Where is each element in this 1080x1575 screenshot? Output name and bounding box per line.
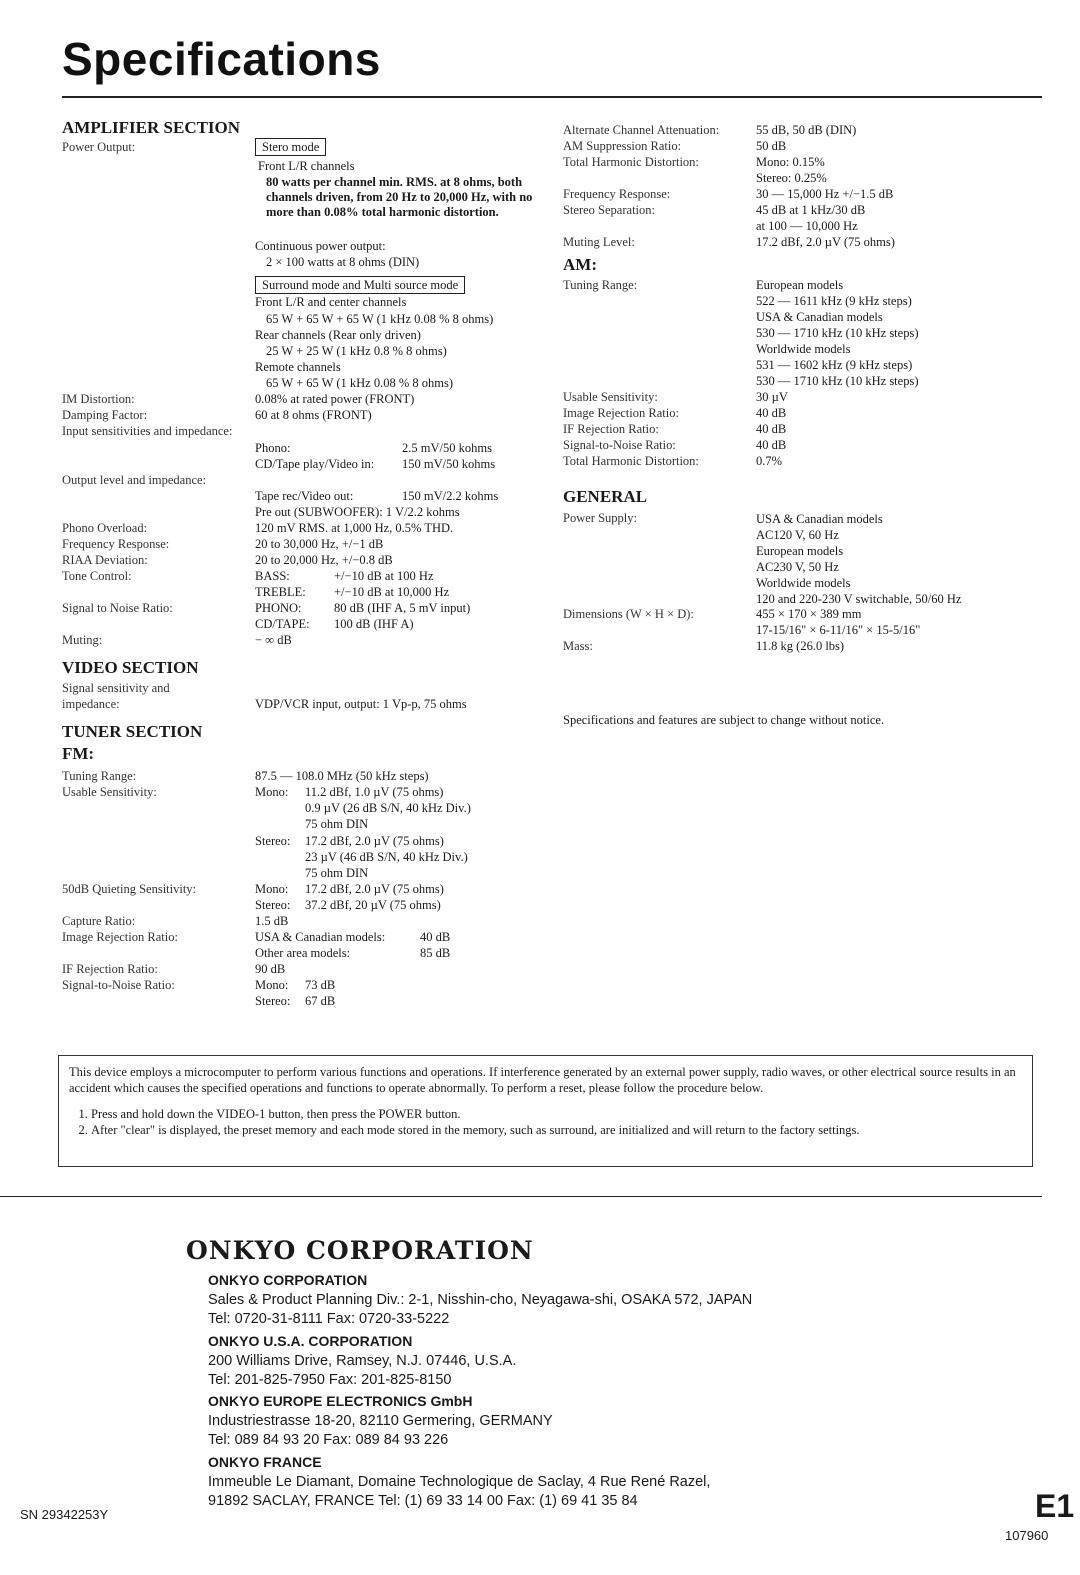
damping-factor-label: Damping Factor: <box>62 408 148 422</box>
muting-level-value: 17.2 dBf, 2.0 µV (75 ohms) <box>756 235 895 249</box>
fm-sn-stereo-value: 67 dB <box>305 994 336 1008</box>
ps-ww-value: 120 and 220-230 V switchable, 50/60 Hz <box>756 592 962 606</box>
company-3-tel: Tel: 089 84 93 20 Fax: 089 84 93 226 <box>208 1432 449 1448</box>
reset-step-2: 2. After "clear" is displayed, the preset memory and each mode stored in the memory, such as surround, are initialized and will return to the factory settings. <box>91 1122 1022 1138</box>
snr-cd-value: 100 dB (IHF A) <box>334 617 414 631</box>
company-1-tel: Tel: 0720-31-8111 Fax: 0720-33-5222 <box>208 1311 450 1327</box>
quieting-stereo-value: 37.2 dBf, 20 µV (75 ohms) <box>305 898 441 912</box>
continuous-power-label: Continuous power output: <box>255 239 386 253</box>
general-heading: GENERAL <box>563 487 648 506</box>
am-tuning-label: Tuning Range: <box>563 278 638 292</box>
fm-stereo-value-1: 17.2 dBf, 2.0 µV (75 ohms) <box>305 834 444 848</box>
reset-notice-box <box>58 1055 1033 1167</box>
serial-number: SN 29342253Y <box>20 1507 109 1522</box>
am-usa-value: 530 — 1710 kHz (10 kHz steps) <box>756 326 919 340</box>
alt-channel-value: 55 dB, 50 dB (DIN) <box>756 123 857 137</box>
company-4-name: ONKYO FRANCE <box>208 1454 322 1470</box>
power-supply-label: Power Supply: <box>563 511 637 525</box>
continuous-power-value: 2 × 100 watts at 8 ohms (DIN) <box>266 255 420 269</box>
company-4-address: Immeuble Le Diamant, Domaine Technologique de Saclay, 4 Rue René Razel, <box>208 1474 711 1490</box>
fm-tuning-label: Tuning Range: <box>62 769 137 783</box>
fm-image-other-value: 85 dB <box>420 946 451 960</box>
company-1-name: ONKYO CORPORATION <box>208 1272 368 1288</box>
pre-out-value: Pre out (SUBWOOFER): 1 V/2.2 kohms <box>255 505 460 519</box>
fm-thd-stereo: Stereo: 0.25% <box>756 171 827 185</box>
fm-stereo-value-3: 75 ohm DIN <box>305 866 369 880</box>
company-1-address: Sales & Product Planning Div.: 2-1, Nisshin-cho, Neyagawa-shi, OSAKA 572, JAPAN <box>208 1292 753 1308</box>
amp-snr-label: Signal to Noise Ratio: <box>62 601 173 615</box>
ps-usa-label: USA & Canadian models <box>756 512 883 526</box>
am-suppression-value: 50 dB <box>756 139 787 153</box>
capture-ratio-value: 1.5 dB <box>255 914 289 928</box>
am-sn-value: 40 dB <box>756 438 787 452</box>
phono-overload-value: 120 mV RMS. at 1,000 Hz, 0.5% THD. <box>255 521 454 535</box>
treble-value: +/−10 dB at 10,000 Hz <box>334 585 450 599</box>
rear-channels-label: Rear channels (Rear only driven) <box>255 328 421 342</box>
bass-label: BASS: <box>255 569 290 583</box>
fm-thd-mono: Mono: 0.15% <box>756 155 825 169</box>
alt-channel-label: Alternate Channel Attenuation: <box>563 123 720 137</box>
quieting-label: 50dB Quieting Sensitivity: <box>62 882 197 896</box>
ps-usa-value: AC120 V, 60 Hz <box>756 528 839 542</box>
title-rule <box>62 96 1042 98</box>
stereo-separation-label: Stereo Separation: <box>563 203 655 217</box>
fm-freq-value: 30 — 15,000 Hz +/−1.5 dB <box>756 187 894 201</box>
damping-factor-value: 60 at 8 ohms (FRONT) <box>255 408 372 422</box>
cd-input-value: 150 mV/50 kohms <box>402 457 496 471</box>
phono-input-label: Phono: <box>255 441 291 455</box>
tone-control-label: Tone Control: <box>62 569 132 583</box>
company-3-address: Industriestrasse 18-20, 82110 Germering, GERMANY <box>208 1413 553 1429</box>
im-distortion-value: 0.08% at rated power (FRONT) <box>255 392 415 406</box>
tape-rec-value: 150 mV/2.2 kohms <box>402 489 499 503</box>
company-2-tel: Tel: 201-825-7950 Fax: 201-825-8150 <box>208 1372 452 1388</box>
im-distortion-label: IM Distortion: <box>62 392 135 406</box>
tuner-heading: TUNER SECTION <box>62 722 203 741</box>
amp-frequency-response-label: Frequency Response: <box>62 537 170 551</box>
output-level-label: Output level and impedance: <box>62 473 207 487</box>
am-ww-label: Worldwide models <box>756 342 851 356</box>
quieting-stereo-label: Stereo: <box>255 898 291 912</box>
stereo-mode-box <box>255 138 326 156</box>
am-if-label: IF Rejection Ratio: <box>563 422 659 436</box>
cd-input-label: CD/Tape play/Video in: <box>255 457 375 471</box>
am-heading: AM: <box>563 255 597 274</box>
video-heading: VIDEO SECTION <box>62 658 199 677</box>
am-eu-label: European models <box>756 278 844 292</box>
fm-sn-mono-label: Mono: <box>255 978 289 992</box>
am-thd-label: Total Harmonic Distortion: <box>563 454 699 468</box>
front-center-value: 65 W + 65 W + 65 W (1 kHz 0.08 % 8 ohms) <box>266 312 494 326</box>
fm-mono-value-3: 75 ohm DIN <box>305 817 369 831</box>
fm-mono-value-2: 0.9 µV (26 dB S/N, 40 kHz Div.) <box>305 801 471 815</box>
treble-label: TREBLE: <box>255 585 306 599</box>
surround-mode-box <box>255 276 465 294</box>
fm-tuning-value: 87.5 — 108.0 MHz (50 kHz steps) <box>255 769 429 783</box>
power-output-label: Power Output: <box>62 140 136 154</box>
fm-image-usa-value: 40 dB <box>420 930 451 944</box>
mass-label: Mass: <box>563 639 593 653</box>
amp-muting-label: Muting: <box>62 633 103 647</box>
am-suppression-label: AM Suppression Ratio: <box>563 139 682 153</box>
video-signal-label: Signal sensitivity and <box>62 681 170 695</box>
am-image-label: Image Rejection Ratio: <box>563 406 679 420</box>
footer-rule <box>0 1196 1042 1197</box>
fm-sn-stereo-label: Stereo: <box>255 994 291 1008</box>
am-thd-value: 0.7% <box>756 454 783 468</box>
company-2-name: ONKYO U.S.A. CORPORATION <box>208 1333 413 1349</box>
specs-change-notice: Specifications and features are subject to change without notice. <box>563 713 885 727</box>
ps-ww-label: Worldwide models <box>756 576 851 590</box>
dimensions-inches: 17-15/16" × 6-11/16" × 15-5/16" <box>756 623 921 637</box>
surround-mode-label: Surround mode and Multi source mode <box>255 276 465 294</box>
amp-frequency-response-value: 20 to 30,000 Hz, +/−1 dB <box>255 537 384 551</box>
input-sensitivity-label: Input sensitivities and impedance: <box>62 424 233 438</box>
dimensions-label: Dimensions (W × H × D): <box>563 607 694 621</box>
rear-channels-value: 25 W + 25 W (1 kHz 0.8 % 8 ohms) <box>266 344 447 358</box>
remote-channels-value: 65 W + 65 W (1 kHz 0.08 % 8 ohms) <box>266 376 454 390</box>
quieting-mono-value: 17.2 dBf, 2.0 µV (75 ohms) <box>305 882 444 896</box>
riaa-deviation-label: RIAA Deviation: <box>62 553 148 567</box>
fm-if-label: IF Rejection Ratio: <box>62 962 158 976</box>
am-ww-value-2: 530 — 1710 kHz (10 kHz steps) <box>756 374 919 388</box>
fm-image-other-label: Other area models: <box>255 946 351 960</box>
fm-mono-value-1: 11.2 dBf, 1.0 µV (75 ohms) <box>305 785 444 799</box>
company-3-name: ONKYO EUROPE ELECTRONICS GmbH <box>208 1393 473 1409</box>
fm-image-usa-label: USA & Canadian models: <box>255 930 386 944</box>
muting-level-label: Muting Level: <box>563 235 635 249</box>
region-mark: E1 <box>1035 1488 1075 1524</box>
reset-step-1: 1. Press and hold down the VIDEO-1 button, then press the POWER button. <box>91 1106 1022 1122</box>
am-usable-value: 30 µV <box>756 390 788 404</box>
ps-eu-label: European models <box>756 544 844 558</box>
am-usa-label: USA & Canadian models <box>756 310 883 324</box>
company-2-address: 200 Williams Drive, Ramsey, N.J. 07446, U.S.A. <box>208 1353 517 1369</box>
stereo-mode-label: Stero mode <box>255 138 326 156</box>
fm-heading: FM: <box>62 744 95 763</box>
phono-overload-label: Phono Overload: <box>62 521 148 535</box>
mass-value: 11.8 kg (26.0 lbs) <box>756 639 845 653</box>
onkyo-logo: ONKYO CORPORATION <box>186 1236 534 1265</box>
phono-input-value: 2.5 mV/50 kohms <box>402 441 492 455</box>
front-lr-label: Front L/R channels <box>258 159 355 173</box>
company-4-tel: 91892 SACLAY, FRANCE Tel: (1) 69 33 14 00 Fax: (1) 69 41 35 84 <box>208 1493 638 1509</box>
bass-value: +/−10 dB at 100 Hz <box>334 569 434 583</box>
fm-stereo-value-2: 23 µV (46 dB S/N, 40 kHz Div.) <box>305 850 468 864</box>
stereo-separation-value-1: 45 dB at 1 kHz/30 dB <box>756 203 866 217</box>
video-impedance-label: impedance: <box>62 697 120 711</box>
fm-mono-label: Mono: <box>255 785 289 799</box>
am-usable-label: Usable Sensitivity: <box>563 390 658 404</box>
fm-stereo-label: Stereo: <box>255 834 291 848</box>
capture-ratio-label: Capture Ratio: <box>62 914 136 928</box>
fm-sn-mono-value: 73 dB <box>305 978 336 992</box>
dimensions-mm: 455 × 170 × 389 mm <box>756 607 862 621</box>
am-if-value: 40 dB <box>756 422 787 436</box>
front-center-label: Front L/R and center channels <box>255 295 407 309</box>
fm-freq-label: Frequency Response: <box>563 187 671 201</box>
riaa-deviation-value: 20 to 20,000 Hz, +/−0.8 dB <box>255 553 393 567</box>
am-image-value: 40 dB <box>756 406 787 420</box>
video-value: VDP/VCR input, output: 1 Vp-p, 75 ohms <box>255 697 467 711</box>
tape-rec-label: Tape rec/Video out: <box>255 489 354 503</box>
stereo-separation-value-2: at 100 — 10,000 Hz <box>756 219 858 233</box>
reset-steps <box>69 1106 1022 1138</box>
amp-muting-value: − ∞ dB <box>255 633 292 647</box>
power-rating-statement: 80 watts per channel min. RMS. at 8 ohms, both channels driven, from 20 Hz to 20,000 Hz, with no more than 0.08% total harmonic distortion. <box>266 175 533 219</box>
quieting-mono-label: Mono: <box>255 882 289 896</box>
fm-sn-label: Signal-to-Noise Ratio: <box>62 978 175 992</box>
document-number: 107960 <box>1005 1528 1049 1543</box>
snr-phono-value: 80 dB (IHF A, 5 mV input) <box>334 601 471 615</box>
remote-channels-label: Remote channels <box>255 360 341 374</box>
am-ww-value-1: 531 — 1602 kHz (9 kHz steps) <box>756 358 913 372</box>
fm-image-label: Image Rejection Ratio: <box>62 930 178 944</box>
fm-thd-label: Total Harmonic Distortion: <box>563 155 699 169</box>
fm-if-value: 90 dB <box>255 962 286 976</box>
fm-usable-label: Usable Sensitivity: <box>62 785 157 799</box>
page-title: Specifications <box>62 33 381 85</box>
am-sn-label: Signal-to-Noise Ratio: <box>563 438 676 452</box>
ps-eu-value: AC230 V, 50 Hz <box>756 560 839 574</box>
snr-phono-label: PHONO: <box>255 601 302 615</box>
snr-cd-label: CD/TAPE: <box>255 617 310 631</box>
reset-notice-text: This device employs a microcomputer to perform various functions and operations. If interference generated by an external power supply, radio waves, or other electrical source results in an accident which causes the specified operations and functions to operate abnormally. To perform a reset, please follow the procedure below. <box>69 1065 1016 1095</box>
am-eu-value: 522 — 1611 kHz (9 kHz steps) <box>756 294 912 308</box>
amplifier-heading: AMPLIFIER SECTION <box>62 118 241 137</box>
